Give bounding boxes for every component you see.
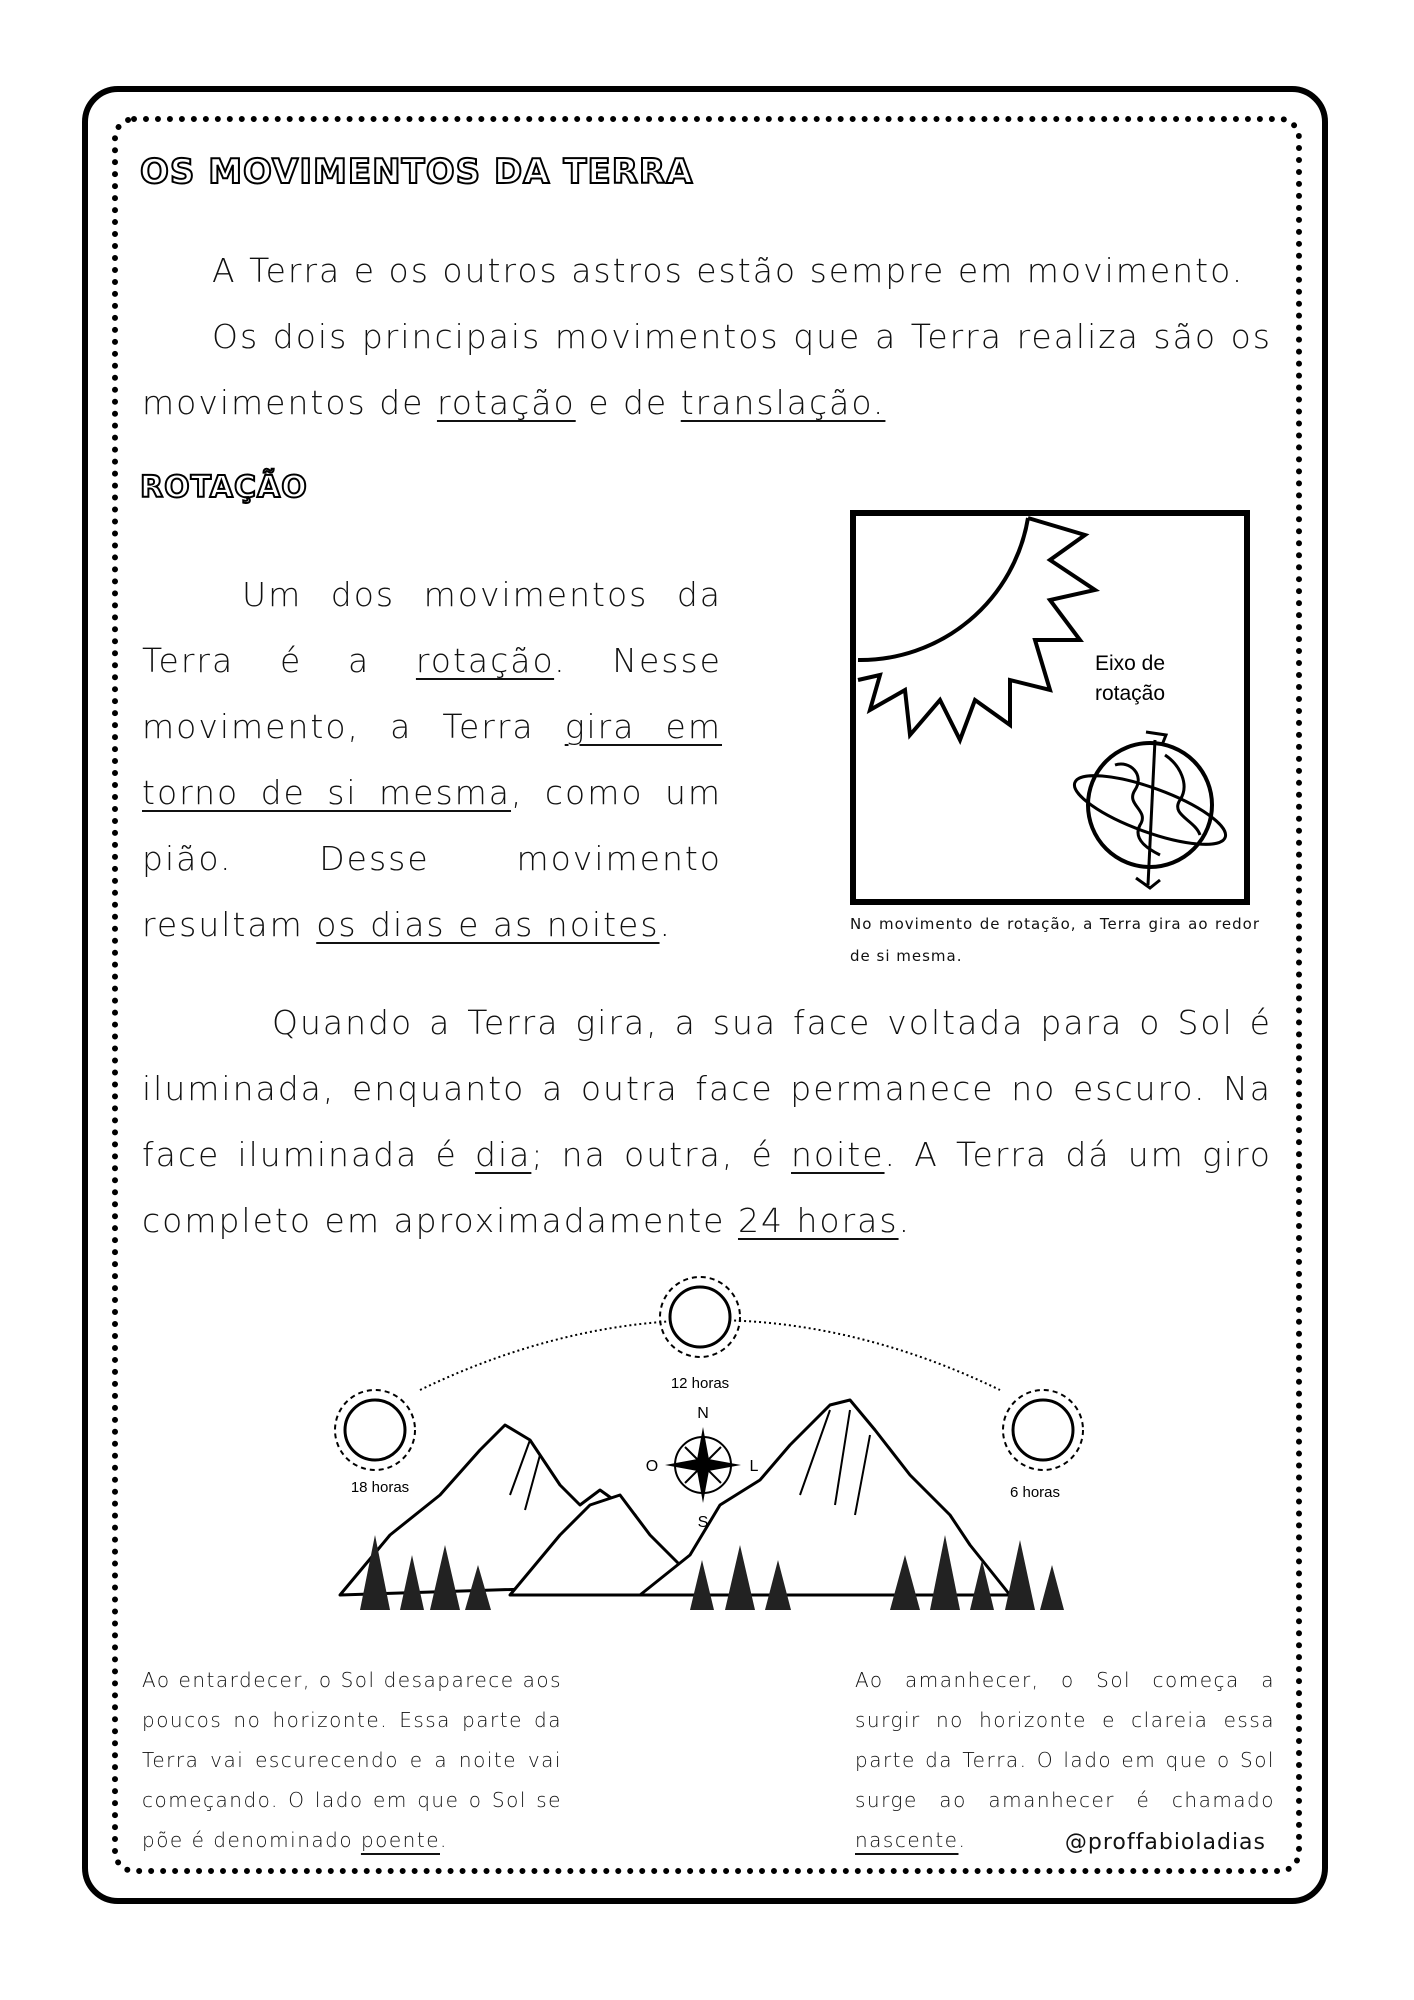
sun-top-icon xyxy=(660,1277,740,1357)
axis-label-2: rotação xyxy=(1094,682,1166,705)
rotation-text-2: . Nesse movimento, a Terra xyxy=(142,641,722,746)
day-text-2: ; na outra, é xyxy=(531,1135,792,1174)
term-dias-noites: os dias e as noites xyxy=(316,905,660,944)
rotation-heading: ROTAÇÃO xyxy=(140,470,308,505)
compass-o: O xyxy=(645,1458,659,1475)
rotation-paragraph xyxy=(142,562,722,958)
term-rotacao: rotação xyxy=(436,383,576,422)
term-noite: noite xyxy=(791,1135,885,1174)
day-night-paragraph xyxy=(142,990,1272,1254)
caption-right-end: . xyxy=(958,1828,967,1852)
term-nascente: nascente xyxy=(855,1828,959,1852)
caption-left-end: . xyxy=(440,1828,448,1852)
term-translacao: translação. xyxy=(680,383,886,422)
term-24-horas: 24 horas xyxy=(737,1201,899,1240)
rotation-text-4: . xyxy=(659,905,673,944)
intro-line2: Os dois principais movimentos que a Terra realiza são os movimentos de xyxy=(142,317,1272,422)
caption-left-text: Ao entardecer, o Sol desaparece aos poucos no horizonte. Essa parte da Terra vai escurecendo e a noite vai começando. O lado em que o Sol se põe é denominado xyxy=(142,1668,562,1852)
figure1-caption: No movimento de rotação, a Terra gira ao redor de si mesma. xyxy=(850,915,1260,965)
term-rotacao-2: rotação xyxy=(415,641,555,680)
sun-left-label: 18 horas xyxy=(350,1479,410,1496)
rotation-figure xyxy=(850,510,1250,905)
term-poente: poente xyxy=(360,1828,440,1852)
intro-paragraph xyxy=(142,238,1272,436)
compass-icon xyxy=(665,1427,741,1503)
term-gira: gira em torno de si mesma xyxy=(142,707,722,812)
sun-right-label: 6 horas xyxy=(1009,1484,1061,1501)
day-text-4: . xyxy=(898,1201,912,1240)
caption-right-text: Ao amanhecer, o Sol começa a surgir no horizonte e clareia essa parte da Terra. O lado em que o Sol surge ao amanhecer é chamado xyxy=(855,1668,1275,1812)
sun-left-icon xyxy=(335,1390,415,1470)
sun-right-icon xyxy=(1003,1390,1083,1470)
page-title: OS MOVIMENTOS DA TERRA xyxy=(140,152,694,192)
axis-label-1: Eixo de xyxy=(1094,652,1166,675)
term-dia: dia xyxy=(475,1135,532,1174)
rotation-text-1: Um dos movimentos da Terra é a xyxy=(142,575,722,680)
day-text-1: Quando a Terra gira, a sua face voltada para o Sol é iluminada, enquanto a outra face permanece no escuro. Na face iluminada é xyxy=(142,1003,1272,1174)
sun-path-figure xyxy=(330,1265,1090,1635)
compass-n: N xyxy=(697,1405,709,1422)
day-text-3: . A Terra dá um giro completo em aproximadamente xyxy=(142,1135,1272,1240)
author-credit: @proffabioladias xyxy=(1064,1830,1266,1855)
caption-poente xyxy=(142,1660,562,1860)
intro-line1: A Terra e os outros astros estão sempre em movimento. xyxy=(212,251,1245,290)
intro-connector: e de xyxy=(575,383,681,422)
compass-s: S xyxy=(697,1514,709,1531)
compass-l: L xyxy=(749,1458,759,1475)
rotation-text-3: , como um pião. Desse movimento resultam xyxy=(142,773,723,944)
sun-top-label: 12 horas xyxy=(670,1375,730,1392)
